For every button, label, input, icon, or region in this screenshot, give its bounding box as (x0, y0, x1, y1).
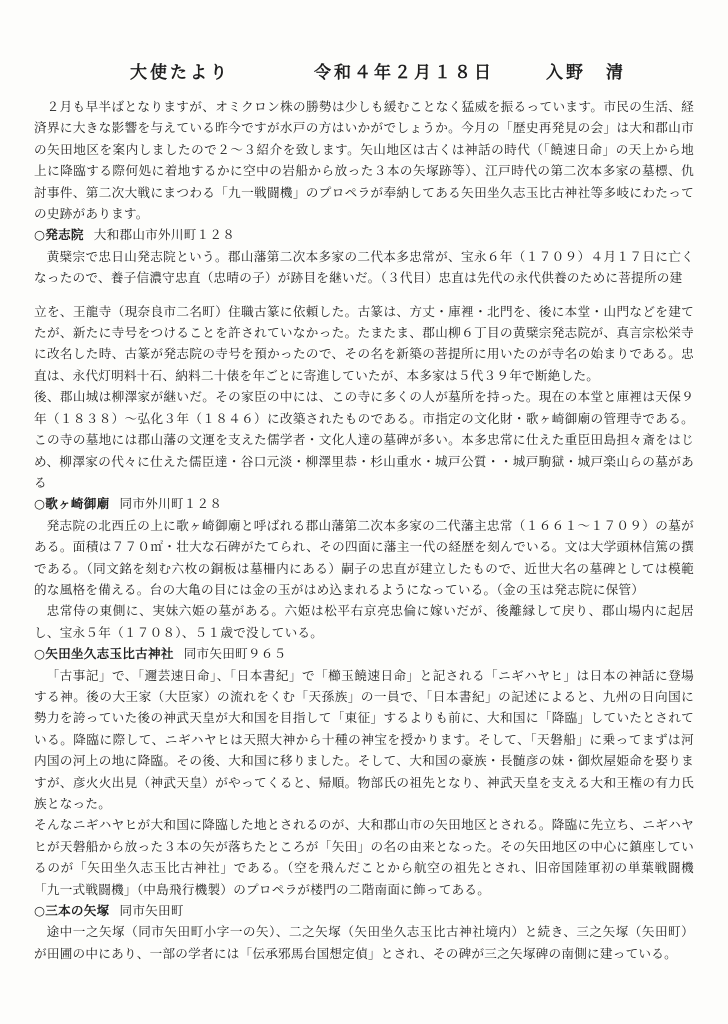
section-paragraph: 後、郡山城は柳澤家が継いだ。その家臣の中には、この寺に多くの人が墓所を持った。現在の本堂と庫裡は天保９年（１８３８）～弘化３年（１８４６）に改築されたものである。市指定の文化財・歌ヶ崎御廟の管理寺である。この寺の墓地には郡山藩の文運を支えた儒学者・文化人達の墓碑が多い。本多忠常に仕えた重臣田島担々斎をはじめ、柳澤家の代々に仕えた儒臣達・谷口元淡・柳澤里恭・杉山重水・城戸公質・・城戸駒獄・城戸楽山らの墓がある (34, 389, 694, 490)
newsletter-title: 大使たより (130, 63, 230, 83)
section-paragraph: そんなニギハヤヒが大和国に降臨した地とされるのが、大和郡山市の矢田地区とされる。降臨に先立ち、ニギハヤヒが天磐船から放った３本の矢が落ちたところが「矢田」の名の由来となった。その矢田地区の中心に鎮座しているのが「矢田坐久志玉比古神社」である。（空を飛んだことから航空の祖先とされ、旧帝国陸軍初の単葉戦闘機「九一式戦闘機」（中島飛行機製）のプロペラが楼門の二階南面に飾ってある。 (34, 817, 694, 897)
body-text (34, 96, 694, 964)
issue-date: 令和４年２月１８日 (314, 63, 494, 83)
section-paragraph: 途中一之矢塚（同市矢田町小字一の矢）、二之矢塚（矢田坐久志玉比古神社境内）と続き、三之矢塚（矢田町）が田圃の中にあり、一部の学者には「伝承邪馬台国想定偵」とされ、その碑が三之矢塚碑の南側に建っている。 (34, 924, 694, 961)
section-location: 同市外川町１２８ (119, 496, 223, 512)
section-paragraph: 「古事記」で、「邇芸速日命」、「日本書紀」で「櫛玉饒速日命」と記される「ニギハヤヒ」は日本の神話に登場する神。後の大王家（大臣家）の流れをくむ「天孫族」の一員で、「日本書紀」の記述によると、九州の日向国に勢力を誇っていた後の神武天皇が大和国を目指して「東征」するよりも前に、大和国に「降臨」していたとされている。降臨に際して、ニギハヤヒは天照大神から十種の神宝を授かります。そして、「天磐船」に乗ってまずは河内国の河上の地に降臨。その後、大和国に移りました。そして、大和国の豪族・長髄彦の妹・御炊屋姫命を娶りますが、彦火火出見（神武天皇）がやってくると、帰順。物部氏の祖先となり、神武天皇を支える大和王権の有力氏族となった。 (34, 667, 694, 811)
section-paragraph: 忠常侍の東側に、実妹六姫の墓がある。六姫は松平右京亮忠倫に嫁いだが、後離縁して戻り、郡山場内に起居し、宝永５年（１７０８）、５１歳で没している。 (34, 603, 694, 640)
section-heading (34, 643, 694, 664)
section-location: 同市矢田町９６５ (183, 646, 287, 662)
section-title: ○歌ヶ崎御廟 (34, 496, 110, 512)
section-heading (34, 900, 694, 921)
author-name: 入野 清 (546, 63, 626, 83)
section-title: ○三本の矢塚 (34, 903, 110, 919)
header (34, 58, 694, 88)
section-paragraph: 発志院の北西丘の上に歌ヶ崎御廟と呼ばれる郡山藩第二次本多家の二代藩主忠常（１６６１～１７０９）の墓がある。面積は７７０㎡・壮大な石碑がたてられ、その四面に藩主一代の経歴を刻んでいる。文は大学頭林信篤の撰である。（同文銘を刻む六枚の銅板は墓柵内にある）嗣子の忠直が建立したもので、近世大名の墓碑としては模範的な風格を備える。台の大亀の目には金の玉がはめ込まれるようになっている。（金の玉は発志院に保管） (34, 517, 695, 597)
section-heading (34, 493, 694, 514)
section-location: 同市矢田町 (119, 903, 184, 919)
paragraph-gap (34, 289, 694, 301)
section-title: ○矢田坐久志玉比古神社 (34, 646, 174, 662)
section-paragraph: 立を、王龍寺（現奈良市二名町）住職古篆に依頼した。古篆は、方丈・庫裡・北門を、後に本堂・山門などを建てたが、新たに寺号をつけることを許されていなかった。たまたま、郡山柳６丁目の黄檗宗発志院が、真言宗松栄寺に改名した時、古篆が発志院の寺号を預かったので、その名を新築の菩提所に用いたのが寺名の始まりである。忠直は、永代灯明料十石、納料二十俵を年ごとに寄進していたが、本多家は５代３９年で断絶した。 (34, 303, 694, 383)
intro-paragraph: ２月も早半ばとなりますが、オミクロン株の勝勢は少しも緩むことなく猛威を振るっています。市民の生活、経済界に大きな影響を与えている昨今ですが水戸の方はいかがでしょうか。今月の「歴史再発見の会」は大和郡山市の矢田地区を案内しましたので２～３紹介を致します。矢山地区は古くは神話の時代（「饒速日命」の天上から地上に降臨する際何処に着地するかに空中の岩船から放った３本の矢塚跡等）、江戸時代の第二次本多家の墓標、仇討事件、第二次大戦にまつわる「九一戦闘機」のプロペラが奉納してある矢田坐久志玉比古神社等多岐にわたっての史跡があります。 (34, 99, 694, 222)
section-location: 大和郡山市外川町１２８ (93, 227, 236, 243)
section-heading (34, 224, 694, 245)
section-paragraph: 黄檗宗で忠日山発志院という。郡山藩第二次本多家の二代本多忠常が、宝永６年（１７０９）４月１７日に亡くなったので、養子信濃守忠直（忠晴の子）が跡目を継いだ。（３代目）忠直は先代の永代供養のために菩提所の建 (34, 248, 694, 286)
section-title: ○発志院 (34, 227, 84, 243)
